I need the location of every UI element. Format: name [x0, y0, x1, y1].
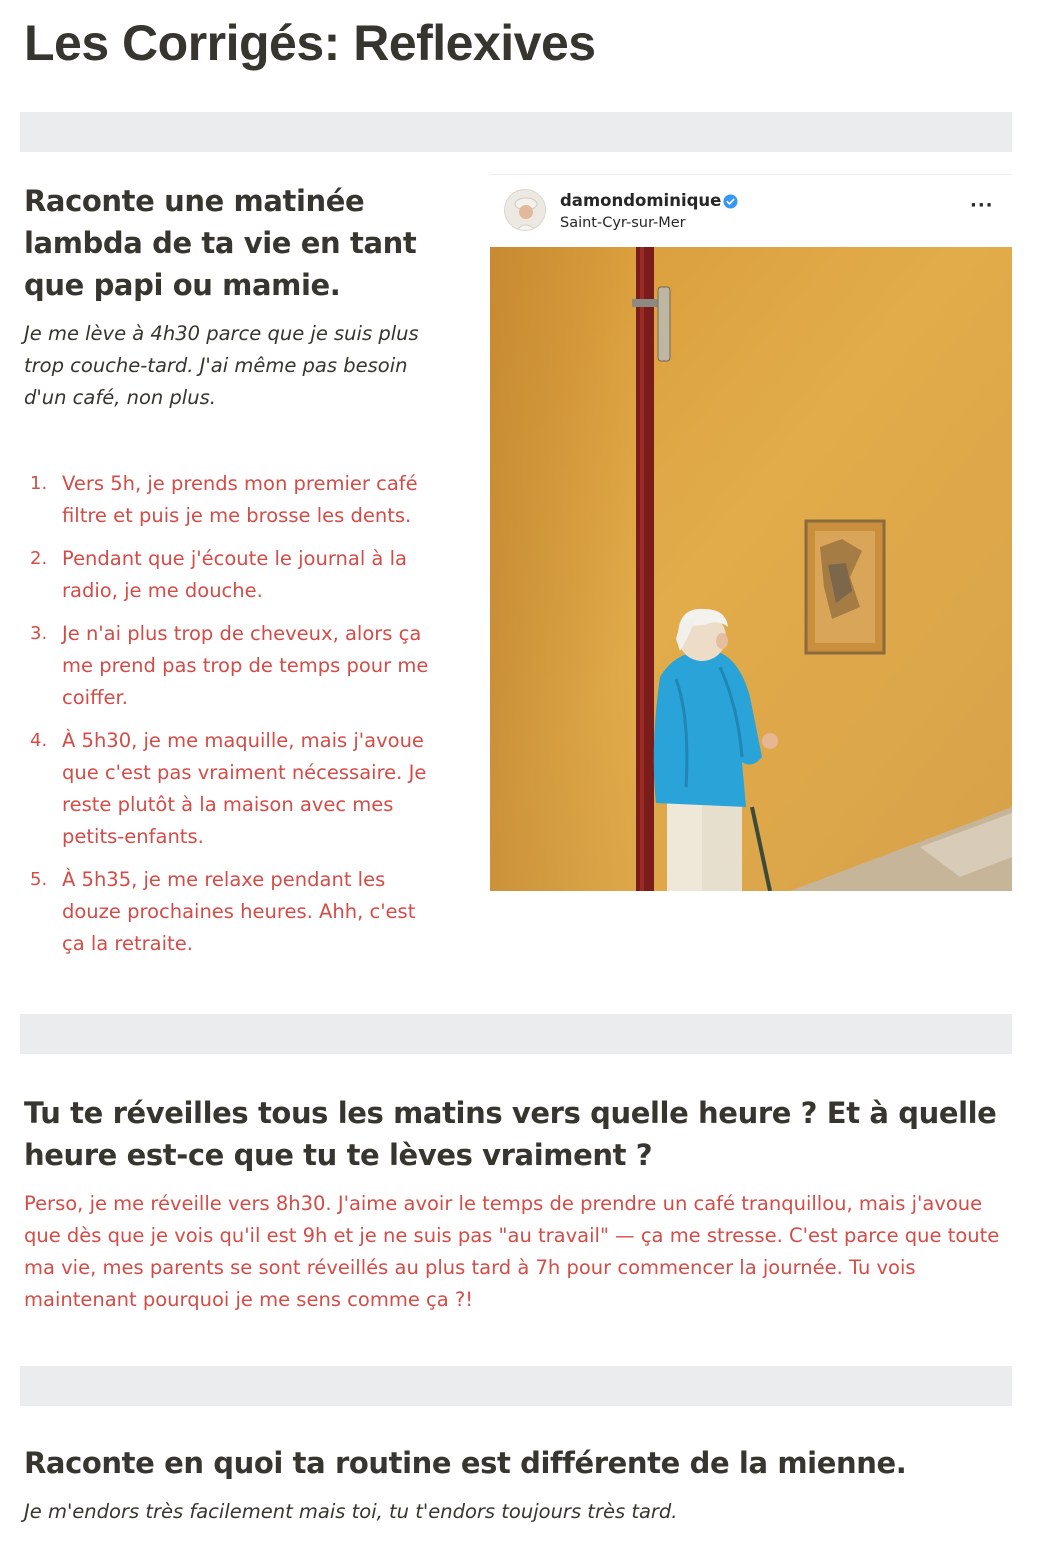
list-number: 4.	[30, 730, 48, 751]
list-number: 3.	[30, 623, 48, 644]
page-title: Les Corrigés: Reflexives	[24, 15, 596, 71]
answer-text: Je m'endors très facilement mais toi, tu t'endors toujours très tard.	[24, 1500, 678, 1523]
section-heading: Tu te réveilles tous les matins vers quelle heure ? Et à quelle heure est-ce que tu te lèves vraiment ?	[24, 1096, 997, 1172]
section-heading: Raconte une matinée lambda de ta vie en tant que papi ou mamie.	[24, 184, 417, 302]
list-number: 5.	[30, 869, 48, 890]
embed-header	[490, 175, 1012, 247]
location-link[interactable]: Saint-Cyr-sur-Mer	[560, 215, 686, 231]
list-item	[24, 864, 444, 960]
steps-list	[24, 468, 444, 971]
list-item-text: Je n'ai plus trop de cheveux, alors ça me prend pas trop de temps pour me coiffer.	[62, 622, 429, 709]
username-link[interactable]: damondominique	[560, 191, 722, 210]
list-item	[24, 468, 444, 532]
intro-text: Je me lève à 4h30 parce que je suis plus trop couche-tard. J'ai même pas besoin d'un café, non plus.	[24, 322, 419, 409]
list-item-text: Pendant que j'écoute le journal à la radio, je me douche.	[62, 547, 407, 602]
divider-block	[20, 112, 1012, 152]
verified-badge-icon	[723, 194, 738, 209]
post-photo[interactable]	[490, 247, 1012, 891]
section-heading: Raconte en quoi ta routine est différente de la mienne.	[24, 1446, 907, 1480]
answer-text: Perso, je me réveille vers 8h30. J'aime avoir le temps de prendre un café tranquillou, mais j'avoue que dès que je vois qu'il est 9h et je ne suis pas "au travail" — ça me stresse. C'est parce que toute ma vie, mes parents se sont réveillés au plus tard à 7h pour commencer la journée. Tu vois maintenant pourquoi je me sens comme ça ?!	[24, 1192, 1000, 1311]
divider-block	[20, 1014, 1012, 1054]
avatar[interactable]	[504, 189, 546, 231]
list-number: 2.	[30, 548, 48, 569]
more-options-icon[interactable]: ···	[970, 195, 994, 216]
list-item-text: À 5h35, je me relaxe pendant les douze prochaines heures. Ahh, c'est ça la retraite.	[62, 868, 416, 955]
list-item-text: À 5h30, je me maquille, mais j'avoue que c'est pas vraiment nécessaire. Je reste plutôt à la maison avec mes petits-enfants.	[62, 729, 427, 848]
list-item	[24, 725, 444, 853]
list-item	[24, 618, 444, 714]
instagram-embed[interactable]	[490, 174, 1012, 890]
list-number: 1.	[30, 473, 48, 494]
divider-block	[20, 1366, 1012, 1406]
list-item-text: Vers 5h, je prends mon premier café filtre et puis je me brosse les dents.	[62, 472, 418, 527]
list-item	[24, 543, 444, 607]
